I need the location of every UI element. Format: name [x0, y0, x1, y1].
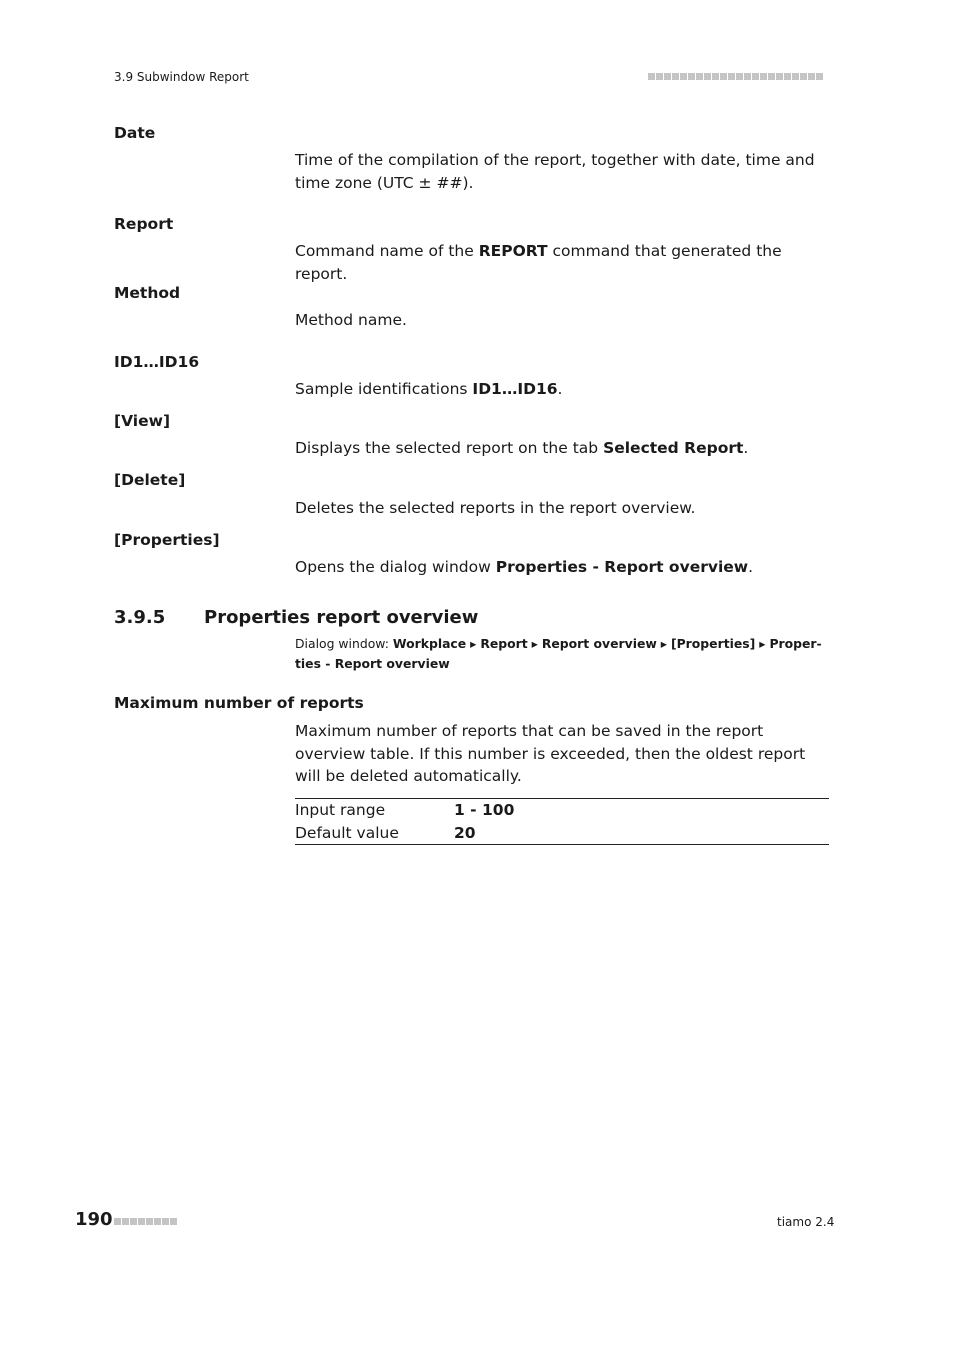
product-name: tiamo 2.4	[777, 1215, 835, 1229]
decor-square	[114, 1218, 121, 1225]
decor-square	[146, 1218, 153, 1225]
decor-square	[776, 73, 783, 80]
decor-square	[744, 73, 751, 80]
header-decoration	[648, 73, 823, 80]
desc-view: Displays the selected report on the tab Selected Report.	[295, 439, 749, 457]
param-value: 1 - 100	[454, 801, 515, 819]
desc-ids: Sample identifications ID1…ID16.	[295, 380, 563, 398]
decor-square	[752, 73, 759, 80]
desc-delete: Deletes the selected reports in the report overview.	[295, 499, 696, 517]
decor-square	[648, 73, 655, 80]
decor-square	[122, 1218, 129, 1225]
desc-date: Time of the compilation of the report, together with date, time and time zone (UTC ± ##).	[295, 151, 815, 192]
decor-square	[130, 1218, 137, 1225]
decor-square	[712, 73, 719, 80]
desc-max-reports: Maximum number of reports that can be saved in the report overview table. If this number is exceeded, then the oldest report will be deleted automatically.	[295, 722, 806, 786]
decor-square	[680, 73, 687, 80]
term-max-reports: Maximum number of reports	[114, 694, 364, 712]
decor-square	[728, 73, 735, 80]
decor-square	[138, 1218, 145, 1225]
term-report: Report	[114, 215, 174, 233]
term-view: [View]	[114, 412, 171, 430]
decor-square	[154, 1218, 161, 1225]
term-properties: [Properties]	[114, 531, 220, 549]
section-number: 3.9.5	[114, 607, 166, 628]
term-ids: ID1…ID16	[114, 353, 200, 371]
param-key: Input range	[295, 801, 386, 819]
decor-square	[170, 1218, 177, 1225]
table-row	[295, 799, 829, 822]
decor-square	[696, 73, 703, 80]
decor-square	[760, 73, 767, 80]
page-number: 190	[75, 1209, 113, 1230]
decor-square	[720, 73, 727, 80]
decor-square	[656, 73, 663, 80]
decor-square	[162, 1218, 169, 1225]
footer-decoration	[114, 1218, 177, 1225]
term-method: Method	[114, 284, 181, 302]
decor-square	[736, 73, 743, 80]
param-value: 20	[454, 823, 476, 842]
param-key: Default value	[295, 823, 399, 842]
decor-square	[672, 73, 679, 80]
parameter-table	[295, 798, 829, 845]
decor-square	[784, 73, 791, 80]
desc-method: Method name.	[295, 311, 407, 329]
decor-square	[800, 73, 807, 80]
desc-report: Command name of the REPORT command that generated the report.	[295, 242, 782, 283]
decor-square	[664, 73, 671, 80]
table-row	[295, 822, 829, 845]
dialog-path: Dialog window: Workplace ▸ Report ▸ Report overview ▸ [Properties] ▸ Proper-ties - Report overview	[295, 636, 822, 671]
desc-properties: Opens the dialog window Properties - Report overview.	[295, 558, 754, 576]
running-header: 3.9 Subwindow Report	[114, 70, 249, 84]
decor-square	[688, 73, 695, 80]
term-date: Date	[114, 124, 156, 142]
decor-square	[808, 73, 815, 80]
term-delete: [Delete]	[114, 471, 186, 489]
section-title: Properties report overview	[204, 607, 479, 628]
decor-square	[792, 73, 799, 80]
decor-square	[768, 73, 775, 80]
decor-square	[704, 73, 711, 80]
decor-square	[816, 73, 823, 80]
